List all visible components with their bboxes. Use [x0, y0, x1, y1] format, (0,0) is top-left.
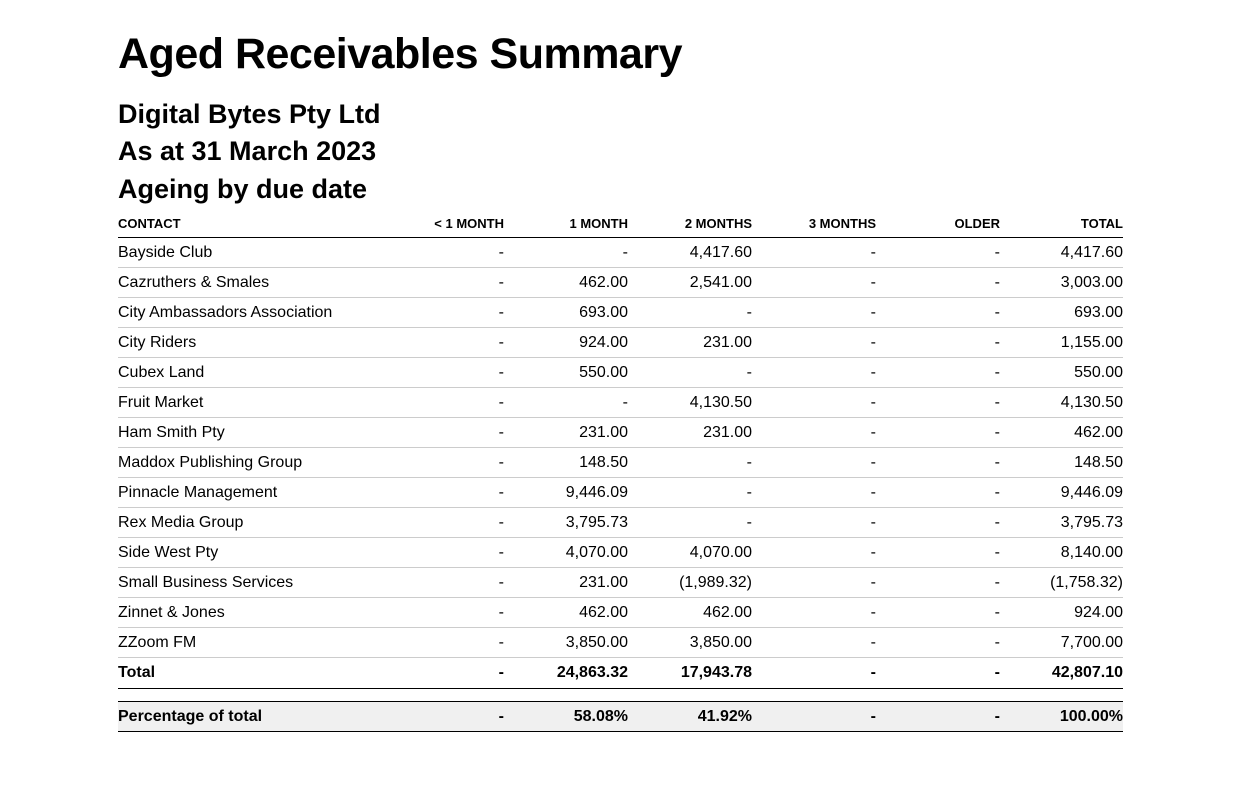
amount-cell: 231.00: [504, 418, 628, 448]
report-date: As at 31 March 2023: [118, 136, 377, 166]
table-row: [118, 328, 1123, 358]
contact-name: Zinnet & Jones: [118, 598, 380, 628]
table-row: [118, 298, 1123, 328]
table-row: [118, 598, 1123, 628]
amount-cell: 550.00: [504, 358, 628, 388]
amount-cell: -: [876, 628, 1000, 658]
amount-cell: -: [380, 268, 504, 298]
amount-cell: -: [876, 508, 1000, 538]
percentage-label: Percentage of total: [118, 702, 380, 732]
amount-cell: -: [876, 268, 1000, 298]
percentage-cell: 41.92%: [628, 702, 752, 732]
contact-name: Bayside Club: [118, 238, 380, 268]
amount-cell: 231.00: [628, 418, 752, 448]
amount-cell: 693.00: [504, 298, 628, 328]
percentage-row: [118, 702, 1123, 732]
contact-name: ZZoom FM: [118, 628, 380, 658]
contact-name: City Ambassadors Association: [118, 298, 380, 328]
amount-cell: -: [876, 418, 1000, 448]
percentage-cell: 100.00%: [1000, 702, 1123, 732]
table-row: [118, 508, 1123, 538]
total-cell: 24,863.32: [504, 658, 628, 689]
header-3-months: 3 MONTHS: [752, 210, 876, 238]
percentage-cell: 58.08%: [504, 702, 628, 732]
total-cell: -: [876, 658, 1000, 689]
amount-cell: 693.00: [1000, 298, 1123, 328]
amount-cell: -: [752, 268, 876, 298]
amount-cell: 9,446.09: [1000, 478, 1123, 508]
amount-cell: -: [380, 478, 504, 508]
company-name: Digital Bytes Pty Ltd: [118, 99, 381, 129]
table-body: [118, 238, 1123, 658]
amount-cell: 2,541.00: [628, 268, 752, 298]
amount-cell: -: [752, 508, 876, 538]
percentage-cell: -: [380, 702, 504, 732]
table-row: [118, 418, 1123, 448]
amount-cell: -: [380, 238, 504, 268]
amount-cell: 462.00: [1000, 418, 1123, 448]
amount-cell: -: [380, 388, 504, 418]
table-header-row: [118, 210, 1123, 238]
amount-cell: 7,700.00: [1000, 628, 1123, 658]
total-cell: -: [380, 658, 504, 689]
percentage-cell: -: [752, 702, 876, 732]
amount-cell: 8,140.00: [1000, 538, 1123, 568]
amount-cell: -: [752, 418, 876, 448]
amount-cell: 148.50: [1000, 448, 1123, 478]
amount-cell: -: [876, 238, 1000, 268]
amount-cell: (1,758.32): [1000, 568, 1123, 598]
amount-cell: -: [628, 298, 752, 328]
amount-cell: -: [380, 598, 504, 628]
amount-cell: -: [628, 508, 752, 538]
table-row: [118, 268, 1123, 298]
amount-cell: 462.00: [504, 268, 628, 298]
amount-cell: 462.00: [628, 598, 752, 628]
amount-cell: -: [876, 538, 1000, 568]
table-row: [118, 568, 1123, 598]
total-cell: 42,807.10: [1000, 658, 1123, 689]
amount-cell: -: [876, 358, 1000, 388]
amount-cell: 3,795.73: [504, 508, 628, 538]
amount-cell: 231.00: [628, 328, 752, 358]
amount-cell: 3,850.00: [504, 628, 628, 658]
contact-name: Cubex Land: [118, 358, 380, 388]
table-row: [118, 448, 1123, 478]
amount-cell: 550.00: [1000, 358, 1123, 388]
contact-name: Rex Media Group: [118, 508, 380, 538]
amount-cell: -: [876, 598, 1000, 628]
amount-cell: -: [876, 328, 1000, 358]
contact-name: Cazruthers & Smales: [118, 268, 380, 298]
header-2-months: 2 MONTHS: [628, 210, 752, 238]
amount-cell: -: [504, 238, 628, 268]
amount-cell: -: [752, 448, 876, 478]
spacer-cell: [118, 689, 1123, 702]
amount-cell: -: [628, 358, 752, 388]
amount-cell: -: [380, 298, 504, 328]
amount-cell: 3,003.00: [1000, 268, 1123, 298]
contact-name: Fruit Market: [118, 388, 380, 418]
amount-cell: -: [628, 478, 752, 508]
amount-cell: -: [752, 358, 876, 388]
contact-name: Maddox Publishing Group: [118, 448, 380, 478]
amount-cell: 462.00: [504, 598, 628, 628]
amount-cell: -: [752, 598, 876, 628]
amount-cell: 4,417.60: [1000, 238, 1123, 268]
report-title: Aged Receivables Summary: [118, 30, 682, 78]
amount-cell: 231.00: [504, 568, 628, 598]
amount-cell: 148.50: [504, 448, 628, 478]
amount-cell: -: [752, 628, 876, 658]
amount-cell: -: [380, 538, 504, 568]
amount-cell: 924.00: [1000, 598, 1123, 628]
contact-name: Small Business Services: [118, 568, 380, 598]
amount-cell: -: [380, 568, 504, 598]
amount-cell: -: [380, 628, 504, 658]
table-row: [118, 538, 1123, 568]
table-row: [118, 238, 1123, 268]
amount-cell: -: [752, 568, 876, 598]
header-less-1-month: < 1 MONTH: [380, 210, 504, 238]
total-cell: 17,943.78: [628, 658, 752, 689]
contact-name: Ham Smith Pty: [118, 418, 380, 448]
total-cell: -: [752, 658, 876, 689]
table-row: [118, 478, 1123, 508]
amount-cell: -: [752, 328, 876, 358]
contact-name: Side West Pty: [118, 538, 380, 568]
table-row: [118, 358, 1123, 388]
amount-cell: 4,130.50: [1000, 388, 1123, 418]
amount-cell: -: [752, 538, 876, 568]
amount-cell: 4,070.00: [628, 538, 752, 568]
amount-cell: -: [380, 418, 504, 448]
aged-receivables-table: [118, 210, 1123, 732]
spacer-row: [118, 689, 1123, 702]
header-contact: CONTACT: [118, 210, 380, 238]
amount-cell: 9,446.09: [504, 478, 628, 508]
amount-cell: 1,155.00: [1000, 328, 1123, 358]
table-row: [118, 388, 1123, 418]
ageing-basis: Ageing by due date: [118, 174, 368, 204]
amount-cell: 4,130.50: [628, 388, 752, 418]
amount-cell: (1,989.32): [628, 568, 752, 598]
amount-cell: -: [380, 358, 504, 388]
amount-cell: -: [752, 478, 876, 508]
amount-cell: -: [504, 388, 628, 418]
amount-cell: -: [876, 478, 1000, 508]
amount-cell: 3,795.73: [1000, 508, 1123, 538]
amount-cell: -: [876, 388, 1000, 418]
header-older: OLDER: [876, 210, 1000, 238]
contact-name: Pinnacle Management: [118, 478, 380, 508]
amount-cell: -: [876, 568, 1000, 598]
amount-cell: 4,417.60: [628, 238, 752, 268]
total-label: Total: [118, 658, 380, 689]
amount-cell: -: [876, 298, 1000, 328]
header-1-month: 1 MONTH: [504, 210, 628, 238]
amount-cell: -: [380, 448, 504, 478]
total-row: [118, 658, 1123, 689]
amount-cell: -: [628, 448, 752, 478]
amount-cell: -: [752, 238, 876, 268]
amount-cell: -: [380, 328, 504, 358]
table-row: [118, 628, 1123, 658]
amount-cell: 3,850.00: [628, 628, 752, 658]
header-total: TOTAL: [1000, 210, 1123, 238]
percentage-cell: -: [876, 702, 1000, 732]
amount-cell: -: [752, 298, 876, 328]
amount-cell: -: [876, 448, 1000, 478]
contact-name: City Riders: [118, 328, 380, 358]
amount-cell: -: [752, 388, 876, 418]
amount-cell: 924.00: [504, 328, 628, 358]
amount-cell: -: [380, 508, 504, 538]
amount-cell: 4,070.00: [504, 538, 628, 568]
